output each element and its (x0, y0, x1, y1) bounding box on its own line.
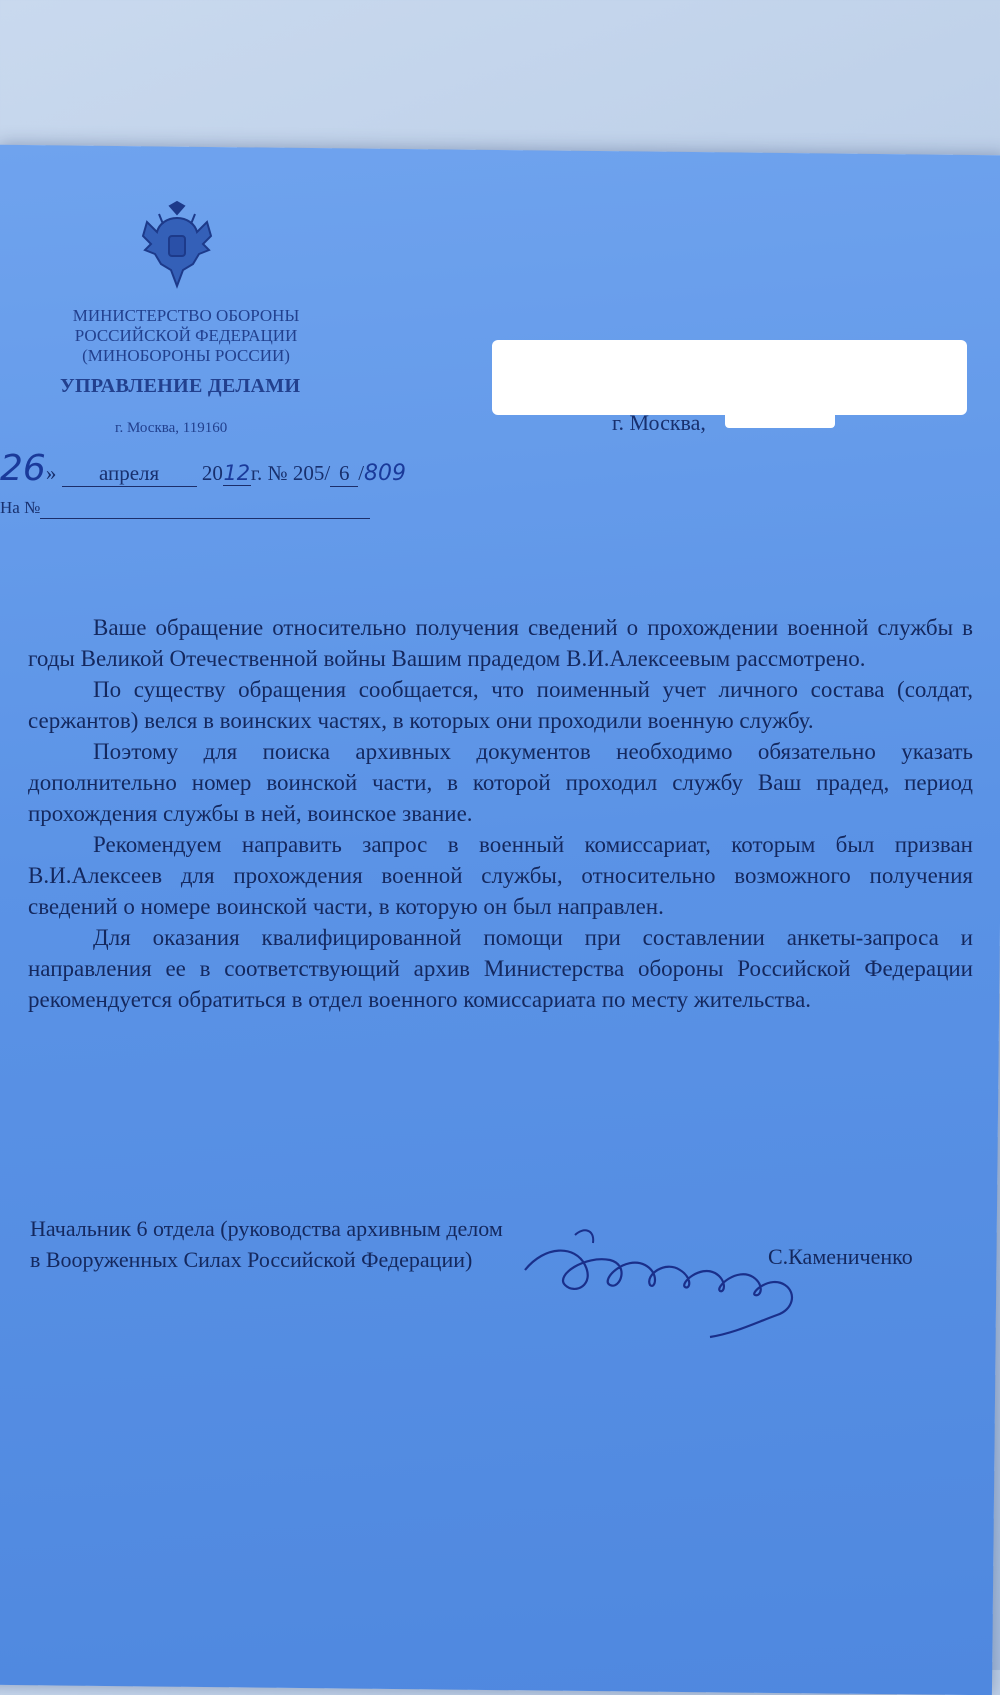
reference-line (0, 498, 370, 519)
body-paragraph: Для оказания квалифицированной помощи при составлении анкеты-запроса и направления ее в соответствующий архив Министерства обороны Российской Федерации рекомендуется обратиться в отдел военного комиссариата по месту жительства. (28, 925, 973, 1012)
date-number-line (0, 448, 560, 489)
reference-label: На № (0, 498, 41, 517)
document-number-part: 6 (330, 461, 358, 487)
handwritten-signature (515, 1215, 845, 1340)
document-number-slash: / (358, 461, 365, 485)
recipient-city: г. Москва, (612, 410, 706, 435)
date-month: апреля (62, 461, 197, 487)
body-paragraph: Поэтому для поиска архивных документов необходимо обязательно указать дополнительно номер воинской части, в которой проходил службу Ваш прадед, период прохождения службы в ней, воинское звание. (28, 739, 973, 826)
body-paragraph: Рекомендуем направить запрос в военный комиссариат, которым был призван В.И.Алексеев для прохождения военной службы, относительно возможного получения сведений о номере воинской части, в которую он был направлен. (28, 832, 973, 919)
letter-body (28, 612, 973, 1015)
ministry-line-2: РОССИЙСКОЙ ФЕДЕРАЦИИ (74, 326, 298, 345)
body-paragraph: Ваше обращение относительно получения сведений о прохождении военной службы в годы Великой Отечественной войны Вашим прадедом В.И.Алексеевым рассмотрено. (28, 615, 973, 671)
body-paragraph: По существу обращения сообщается, что поименный учет личного состава (солдат, сержантов) велся в воинских частях, в которых они проходили военную службу. (28, 677, 973, 733)
date-day-mark: » (45, 461, 57, 485)
redacted-recipient-address (725, 398, 835, 428)
document-number-label: № 205/ (267, 461, 331, 485)
document-number-handwritten: 809 (364, 461, 407, 486)
signatory-name: С.Камениченко (768, 1244, 913, 1269)
date-day-handwritten: 26 (0, 448, 46, 489)
reference-blank (40, 498, 370, 519)
date-year-abbr: г. (250, 461, 263, 485)
ministry-line-3: (МИНОБОРОНЫ РОССИИ) (82, 346, 290, 365)
signatory-title-line-2: в Вооруженных Силах Российской Федерации) (30, 1247, 473, 1272)
signatory-title-line-1: Начальник 6 отдела (руководства архивным делом (30, 1216, 503, 1241)
ministry-line-1: МИНИСТЕРСТВО ОБОРОНЫ (72, 306, 300, 325)
department-name: УПРАВЛЕНИЕ ДЕЛАМИ (60, 375, 301, 397)
sender-address: г. Москва, 119160 (115, 420, 228, 436)
ministry-name (56, 306, 316, 366)
date-year-prefix: 20 (201, 461, 223, 485)
coat-of-arms-emblem (137, 200, 217, 292)
signatory-title (30, 1213, 503, 1275)
date-year-suffix: 12 (223, 461, 251, 485)
